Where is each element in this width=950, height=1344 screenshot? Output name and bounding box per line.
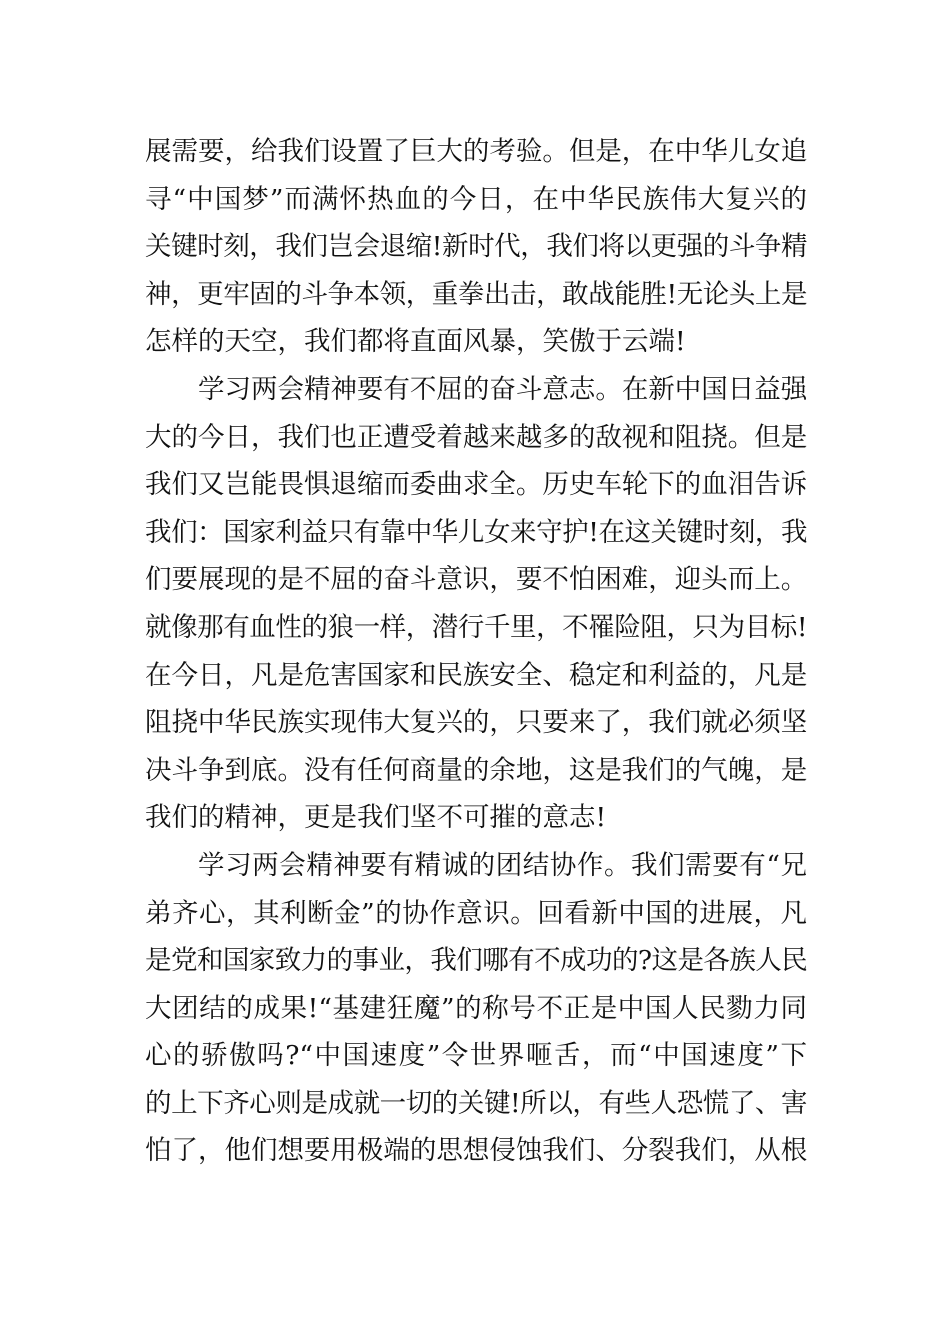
body-text — [145, 128, 807, 1175]
text-line: 决斗争到底。没有任何商量的余地，这是我们的气魄，是 — [145, 754, 807, 786]
text-line: 怎样的天空，我们都将直面风暴，笑傲于云端! — [145, 326, 686, 358]
text-line: 关键时刻，我们岂会退缩!新时代，我们将以更强的斗争精 — [145, 231, 807, 263]
text-line: 我们：国家利益只有靠中华儿女来守护!在这关键时刻，我 — [145, 516, 807, 548]
text-line: 心的骄傲吗?“中国速度”令世界咂舌，而“中国速度”下 — [145, 1040, 807, 1072]
text-line: 就像那有血性的狼一样，潜行千里，不罹险阻，只为目标! — [145, 611, 807, 643]
paragraph-3 — [145, 842, 807, 1175]
text-line: 阻挠中华民族实现伟大复兴的，只要来了，我们就必须坚 — [145, 707, 807, 739]
text-line: 我们的精神，更是我们坚不可摧的意志! — [145, 802, 607, 834]
paragraph-1 — [145, 128, 807, 366]
text-line: 是党和国家致力的事业，我们哪有不成功的?这是各族人民 — [145, 945, 807, 977]
text-line: 的上下齐心则是成就一切的关键!所以，有些人恐慌了、害 — [145, 1087, 807, 1119]
text-line: 神，更牢固的斗争本领，重拳出击，敢战能胜!无论头上是 — [145, 278, 807, 310]
paragraph-2 — [145, 366, 807, 842]
text-line: 们要展现的是不屈的奋斗意识，要不怕困难，迎头而上。 — [145, 564, 807, 596]
text-line: 我们又岂能畏惧退缩而委曲求全。历史车轮下的血泪告诉 — [145, 469, 807, 501]
text-line: 大的今日，我们也正遭受着越来越多的敌视和阻挠。但是 — [145, 421, 807, 453]
text-line: 弟齐心，其利断金”的协作意识。回看新中国的进展，凡 — [145, 897, 807, 929]
text-line: 怕了，他们想要用极端的思想侵蚀我们、分裂我们，从根 — [145, 1135, 807, 1167]
text-line: 寻“中国梦”而满怀热血的今日，在中华民族伟大复兴的 — [145, 183, 807, 215]
text-line: 展需要，给我们设置了巨大的考验。但是，在中华儿女追 — [145, 136, 807, 167]
text-line: 学习两会精神要有不屈的奋斗意志。在新中国日益强 — [198, 373, 807, 405]
text-line: 大团结的成果!“基建狂魔”的称号不正是中国人民勠力同 — [145, 992, 807, 1024]
text-line: 在今日，凡是危害国家和民族安全、稳定和利益的，凡是 — [145, 659, 807, 691]
text-line: 学习两会精神要有精诚的团结协作。我们需要有“兄 — [198, 849, 807, 881]
